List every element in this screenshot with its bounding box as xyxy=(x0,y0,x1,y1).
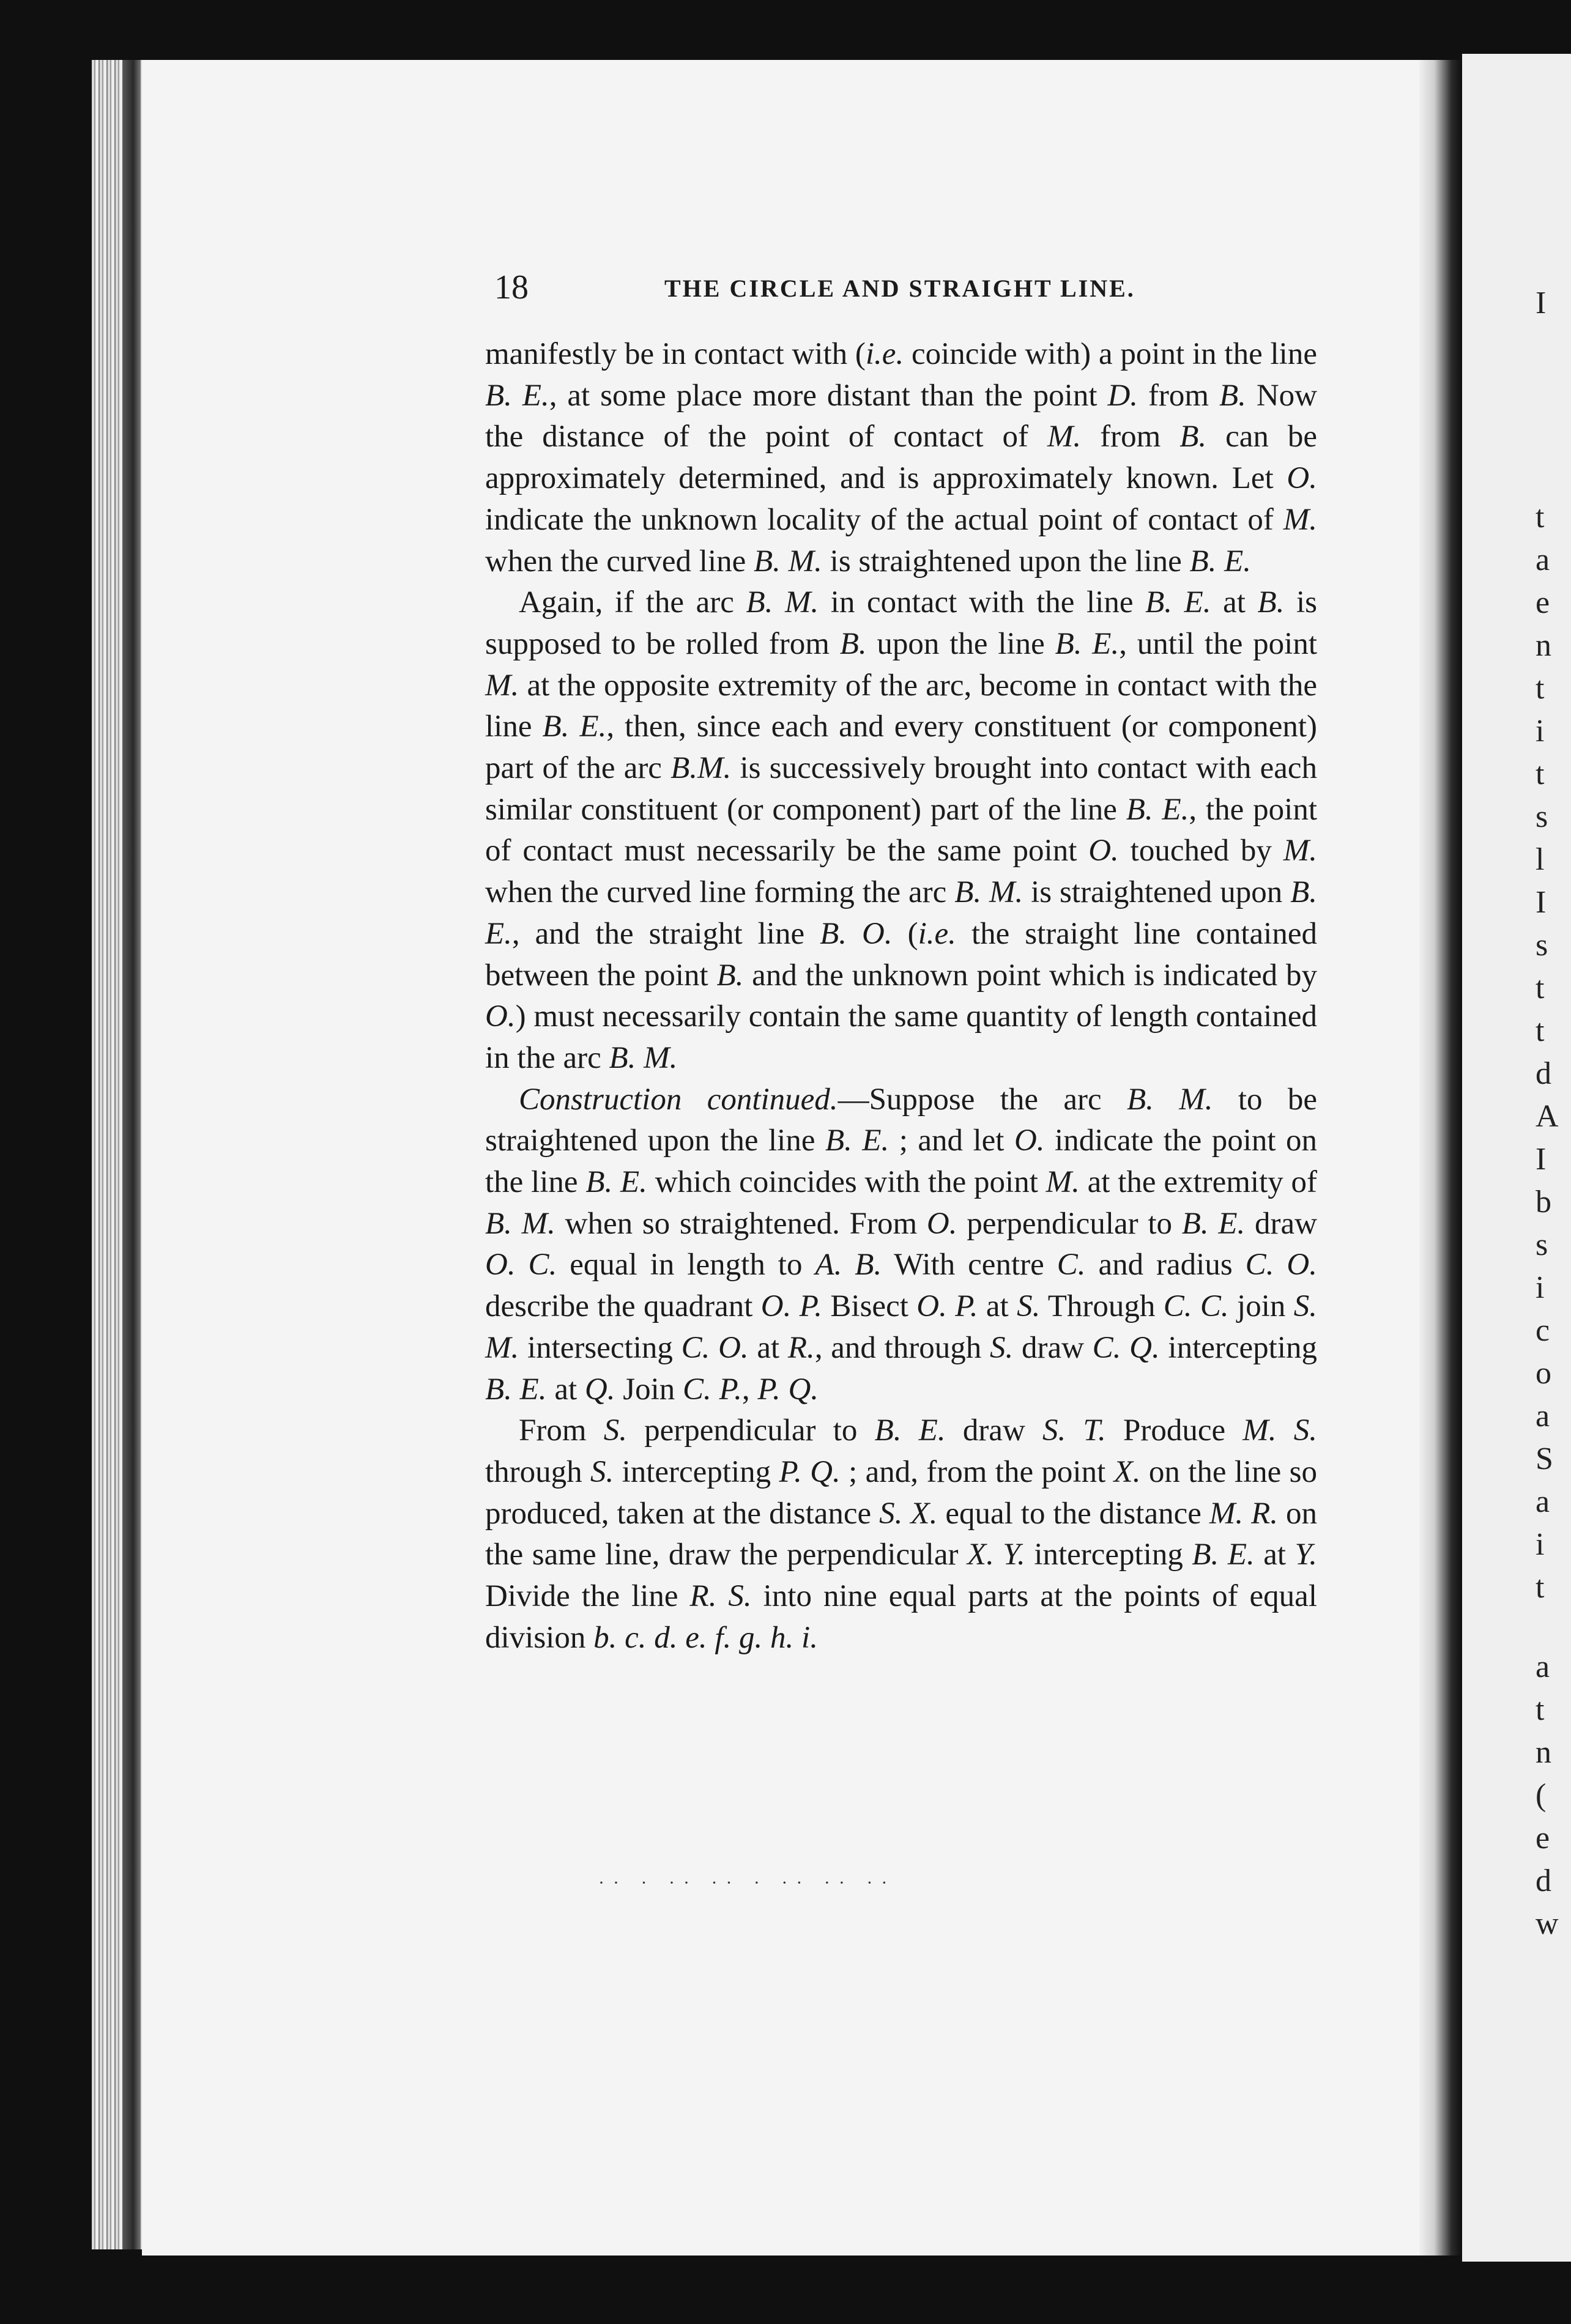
facing-page-letter: t xyxy=(1536,1692,1545,1727)
facing-page-letter: l xyxy=(1536,842,1545,877)
facing-page-letter: I xyxy=(1536,286,1547,320)
facing-page-letter: n xyxy=(1536,628,1551,663)
facing-page-letter: ( xyxy=(1536,1778,1547,1813)
binding-shadow xyxy=(122,60,141,2249)
facing-page-letter: t xyxy=(1536,757,1545,791)
facing-page-letter: d xyxy=(1536,1863,1551,1898)
paragraph-4: From S. perpendicular to B. E. draw S. T. Produce M. S. through S. intercepting P. Q. ; and, from the point X. on the line so produced, taken at the distance S. X. equal to the distance M. R. on the same line, draw the perpendicular X. Y. intercepting B. E. at Y. Divide the line R. S. into nine equal parts at the points of equal division b. c. d. e. f. g. h. i. xyxy=(485,1413,1318,1655)
body-text xyxy=(485,334,1317,1659)
facing-page-letter: t xyxy=(1536,671,1545,706)
running-title: THE CIRCLE AND STRAIGHT LINE. xyxy=(664,275,1135,302)
facing-page-letter: e xyxy=(1536,585,1550,620)
running-header xyxy=(494,268,1308,311)
facing-page-letter: e xyxy=(1536,1821,1550,1856)
facing-page-letter: S xyxy=(1536,1441,1553,1476)
facing-page-letter: b xyxy=(1536,1185,1551,1219)
facing-page-letter: a xyxy=(1536,1484,1550,1519)
facing-page-letter: t xyxy=(1536,1570,1545,1605)
facing-page-fragment xyxy=(1462,54,1571,2262)
facing-page-letter: I xyxy=(1536,1142,1547,1177)
facing-page-letter: a xyxy=(1536,1399,1550,1434)
facing-page-letter: i xyxy=(1536,1270,1545,1305)
paragraph-2: Again, if the arc B. M. in contact with the line B. E. at B. is supposed to be rolled from B. upon the line B. E., until the point M. at the opposite extremity of the arc, become in contact with the line B. E., then, since each and every constituent (or component) part of the arc B.M. is successively brought into contact with each similar constituent (or component) part of the line B. E., the point of contact must necessarily be the same point O. touched by M. when the curved line forming the arc B. M. is straightened upon B. E., and the straight line B. O. (i.e. the straight line contained between the point B. and the unknown point which is indicated by O.) must necessarily contain the same quantity of length contained in the arc B. M. xyxy=(485,585,1318,1075)
facing-page-letter: a xyxy=(1536,1649,1550,1684)
facing-page-letter: i xyxy=(1536,714,1545,749)
facing-page-letter: t xyxy=(1536,971,1545,1005)
page-stack-edges xyxy=(92,60,150,2249)
facing-page-letter: i xyxy=(1536,1527,1545,1562)
division-marks: ·· · ·· ·· · ·· ·· ·· xyxy=(598,1873,896,1893)
page-number: 18 xyxy=(494,268,529,306)
facing-page-letter: d xyxy=(1536,1056,1551,1091)
facing-page-letter: A xyxy=(1536,1099,1559,1134)
facing-page-letter: I xyxy=(1536,885,1547,920)
facing-page-letter: s xyxy=(1536,1227,1548,1262)
facing-page-letter: w xyxy=(1536,1906,1559,1941)
facing-page-letter: t xyxy=(1536,1013,1545,1048)
paragraph-1: manifestly be in contact with (i.e. coincide with) a point in the line B. E., at some place more distant than the point D. from B. Now the distance of the point of contact of M. from B. can be approximately determined, and is approximately known. Let O. indicate the unknown locality of the actual point of contact of M. when the curved line B. M. is straightened upon the line B. E. xyxy=(485,337,1317,579)
paragraph-3: Construction continued.—Suppose the arc B. M. to be straightened upon the line B. E. ; and let O. indicate the point on the line B. E. which coincides with the point M. at the extremity of B. M. when so straightened. From O. perpendicular to B. E. draw O. C. equal in length to A. B. With centre C. and radius C. O. describe the quadrant O. P. Bisect O. P. at S. Through C. C. join S. M. intersecting C. O. at R., and through S. draw C. Q. intercepting B. E. at Q. Join C. P., P. Q. xyxy=(485,1082,1318,1407)
facing-page-letter: c xyxy=(1536,1313,1550,1348)
facing-page-letter: o xyxy=(1536,1356,1551,1391)
page-gutter xyxy=(1419,60,1462,2256)
facing-page-letter: t xyxy=(1536,500,1545,535)
facing-page-letter: n xyxy=(1536,1735,1551,1770)
facing-page-letter: s xyxy=(1536,928,1548,963)
facing-page-letter: a xyxy=(1536,542,1550,577)
facing-page-letter: s xyxy=(1536,799,1548,834)
